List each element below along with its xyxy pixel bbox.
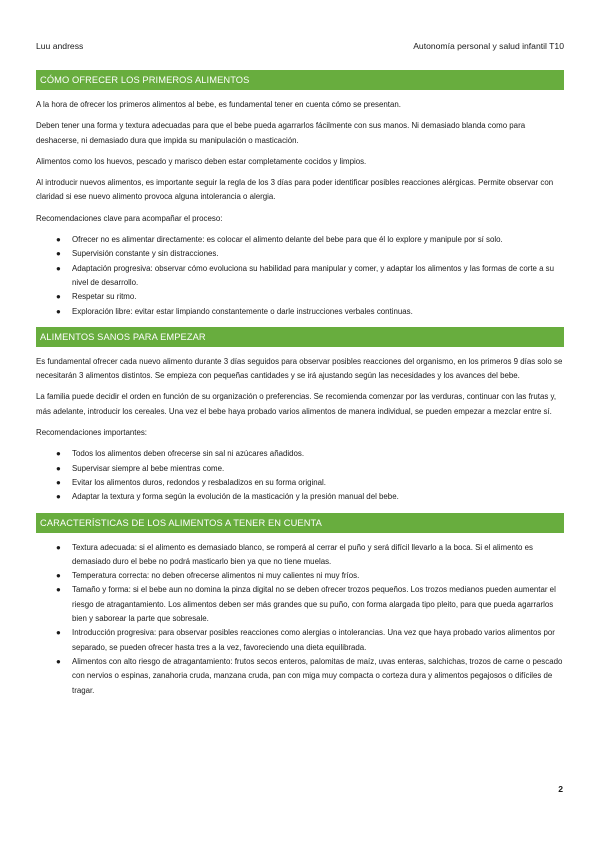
list-item-text: Introducción progresiva: para observar posibles reacciones como alergias o intolerancias. Una vez que haya probado varios alimentos por separado, se pueden ofrecer hasta tres a la vez, favoreciendo una dieta equilibrada. <box>72 628 555 652</box>
paragraph: Es fundamental ofrecer cada nuevo alimento durante 3 días seguidos para observar posibles reacciones del organismo, en los primeros 9 días solo se necesitarán 3 alimentos distintos. Se empieza con pequeñas cantidades y se irá ajustando según las necesidades y los avances del bebe. <box>36 356 563 381</box>
bullet-icon: ● <box>56 477 61 487</box>
list-item <box>36 247 564 261</box>
bullet-icon: ● <box>56 249 61 259</box>
section-alimentos-sanos <box>36 327 564 505</box>
bullet-icon: ● <box>56 463 61 473</box>
paragraph: Al introducir nuevos alimentos, es importante seguir la regla de los 3 días para poder identificar posibles reacciones alérgicas. Permite observar con claridad si ese nuevo alimento provoca alguna intolerancia o alergia. <box>36 178 554 202</box>
bullet-icon: ● <box>56 292 61 302</box>
bullet-icon: ● <box>56 571 61 581</box>
paragraph: Deben tener una forma y textura adecuadas para que el bebe pueda agarrarlos fácilmente con sus manos. Ni demasiado blanda como para deshacerse, ni demasiado dura que impida su manipulación o masticación. <box>36 121 526 145</box>
list-item-text: Adaptar la textura y forma según la evolución de la masticación y la presión manual del bebe. <box>72 492 399 502</box>
list-item <box>36 490 564 504</box>
list-item <box>36 290 564 304</box>
bullet-list <box>36 541 564 698</box>
page-header <box>36 41 564 53</box>
paragraph: Alimentos como los huevos, pescado y marisco deben estar completamente cocidos y limpios. <box>36 156 367 166</box>
bullet-icon: ● <box>56 235 61 245</box>
list-item <box>36 447 564 461</box>
list-item <box>36 462 564 476</box>
page-content <box>36 70 564 706</box>
bullet-icon: ● <box>56 263 61 273</box>
section-caracteristicas <box>36 513 564 698</box>
section-heading: ALIMENTOS SANOS PARA EMPEZAR <box>36 327 564 347</box>
header-author: Luu andress <box>36 41 84 51</box>
list-item <box>36 476 564 490</box>
bullet-icon: ● <box>56 492 61 502</box>
list-item-text: Exploración libre: evitar estar limpiando constantemente o darle instrucciones verbales continuas. <box>72 306 413 316</box>
header-subject: Autonomía personal y salud infantil T10 <box>413 41 564 51</box>
paragraph: A la hora de ofrecer los primeros alimentos al bebe, es fundamental tener en cuenta cómo se presentan. <box>36 100 401 109</box>
paragraph: La familia puede decidir el orden en función de su organización o preferencias. Se recomienda comenzar por las verduras, continuar con las frutas y, más adelante, introducir los cereales. Una vez el bebe haya probado varios alimentos de manera individual, se pueden empezar a mezclar entre sí. <box>36 392 557 416</box>
bullet-icon: ● <box>56 542 61 552</box>
list-item-text: Temperatura correcta: no deben ofrecerse alimentos ni muy calientes ni muy fríos. <box>72 571 360 581</box>
bullet-icon: ● <box>56 306 61 316</box>
bullet-icon: ● <box>56 449 61 459</box>
list-item <box>36 626 564 655</box>
list-item-text: Textura adecuada: si el alimento es demasiado blanco, se romperá al cerrar el puño y será difícil llevarlo a la boca. Si el alimento es demasiado duro el bebe no podrá masticarlo bien ya que no tiene muelas. <box>72 542 533 566</box>
paragraph: Recomendaciones clave para acompañar el proceso: <box>36 213 223 223</box>
list-item-text: Respetar su ritmo. <box>72 292 137 302</box>
list-item-text: Supervisión constante y sin distracciones. <box>72 249 219 259</box>
list-item-text: Tamaño y forma: si el bebe aun no domina la pinza digital no se deben ofrecer trozos pequeños. Los trozos medianos pueden aumentar el riesgo de atragantamiento. Los alimentos deben ser más grandes que su puño, con forma alargada tipo pleito, para que pueda agarrarlos bien y saborear la parte que sobresale. <box>72 585 556 624</box>
list-item-text: Todos los alimentos deben ofrecerse sin sal ni azúcares añadidos. <box>72 449 305 459</box>
list-item <box>36 541 564 570</box>
bullet-list <box>36 447 564 504</box>
list-item-text: Adaptación progresiva: observar cómo evoluciona su habilidad para manipular y comer, y adaptar los alimentos y las formas de corte a su nivel de desarrollo. <box>72 263 555 287</box>
bullet-icon: ● <box>56 656 61 666</box>
list-item <box>36 583 564 626</box>
list-item-text: Supervisar siempre al bebe mientras come. <box>72 463 225 473</box>
section-primeros-alimentos <box>36 70 564 319</box>
page-number: 2 <box>558 784 563 794</box>
list-item-text: Alimentos con alto riesgo de atragantamiento: frutos secos enteros, palomitas de maíz, uvas enteras, salchichas, trozos de carne o pescado con nervios o espinas, zanahoria cruda, manzana cruda, pan con miga muy compacta o corteza dura y alimentos pegajosos o difíciles de tragar. <box>72 656 563 695</box>
list-item <box>36 655 564 698</box>
bullet-list <box>36 233 564 319</box>
list-item-text: Evitar los alimentos duros, redondos y resbaladizos en su forma original. <box>72 477 326 487</box>
paragraph: Recomendaciones importantes: <box>36 428 147 438</box>
list-item-text: Ofrecer no es alimentar directamente: es colocar el alimento delante del bebe para que él lo explore y manipule por sí solo. <box>72 235 503 245</box>
list-item <box>36 233 564 247</box>
bullet-icon: ● <box>56 585 61 595</box>
list-item <box>36 262 564 291</box>
list-item <box>36 305 564 319</box>
section-heading: CARACTERÍSTICAS DE LOS ALIMENTOS A TENER EN CUENTA <box>36 513 564 533</box>
bullet-icon: ● <box>56 628 61 638</box>
list-item <box>36 569 564 583</box>
section-heading: CÓMO OFRECER LOS PRIMEROS ALIMENTOS <box>36 70 564 90</box>
